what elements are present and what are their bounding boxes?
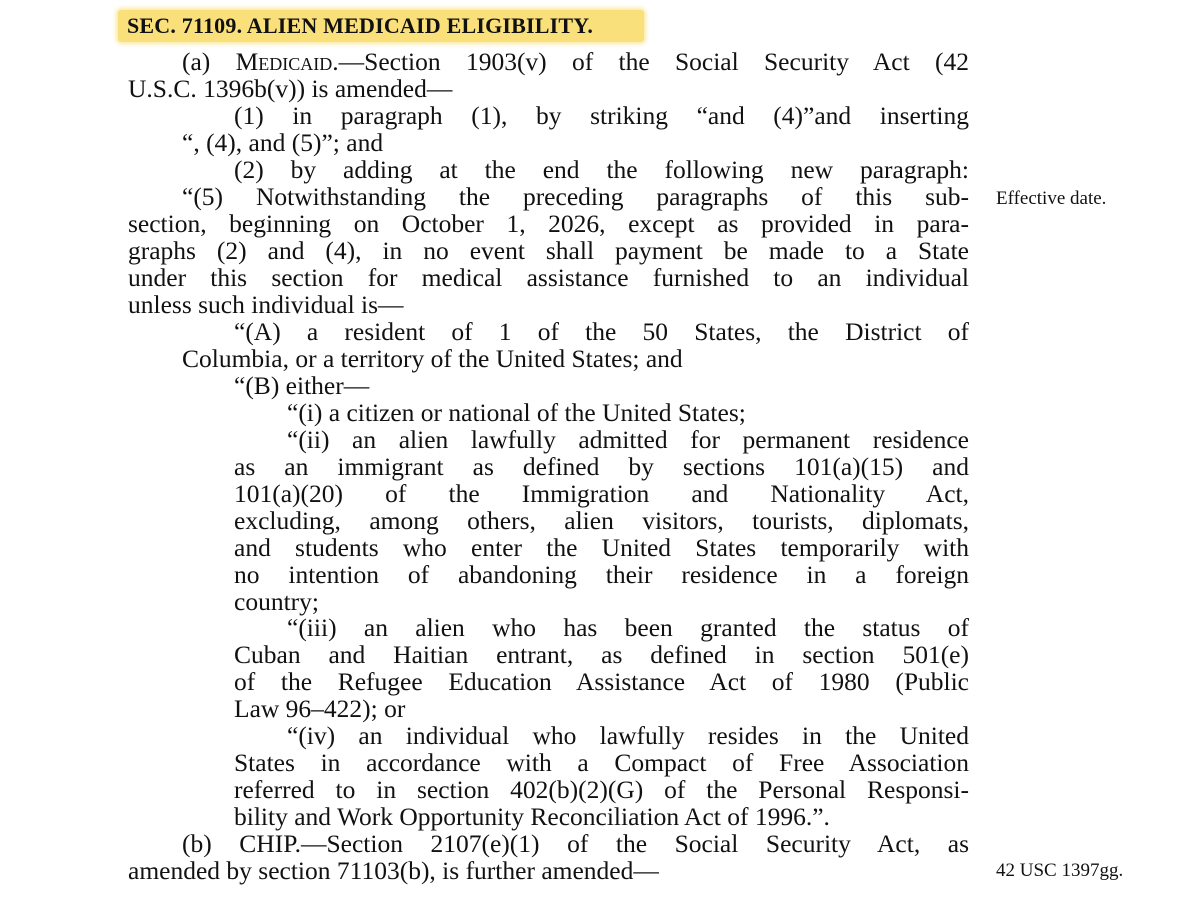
clause-ii-line-6: no intention of abandoning their residence in a foreign — [234, 560, 969, 589]
paragraph-2-line-1: (2) by adding at the end the following new paragraph: — [234, 155, 969, 184]
clause-iii-line-2: Cuban and Haitian entrant, as defined in section 501(e) — [234, 640, 969, 669]
subsection-b-text: .—Section 2107(e)(1) of the Social Security Act, as — [294, 829, 969, 858]
subsection-b-line-2: amended by section 71103(b), is further amended— — [128, 856, 659, 885]
clause-ii-line-3: 101(a)(20) of the Immigration and Nationality Act, — [234, 479, 969, 508]
clause-iii-line-4: Law 96–422); or — [234, 694, 406, 723]
margin-note-usc-citation: 42 USC 1397gg. — [996, 860, 1124, 881]
margin-note-effective-date: Effective date. — [996, 188, 1107, 209]
clause-iv-line-4: bility and Work Opportunity Reconciliation Act of 1996.”. — [234, 802, 830, 831]
section-heading-highlight — [118, 10, 644, 42]
clause-iv-line-1: “(iv) an individual who lawfully resides in the United — [287, 721, 969, 750]
clause-ii-line-7: country; — [234, 587, 319, 616]
clause-i-line-1: “(i) a citizen or national of the United States; — [287, 398, 746, 427]
clause-ii-line-2: as an immigrant as defined by sections 101(a)(15) and — [234, 452, 969, 481]
subsection-b-line-1 — [182, 830, 969, 857]
section-heading: SEC. 71109. ALIEN MEDICAID ELIGIBILITY. — [127, 13, 594, 38]
subparagraph-a-line-1: “(A) a resident of 1 of the 50 States, the District of — [234, 317, 969, 346]
clause-iv-line-2: States in accordance with a Compact of Free Association — [234, 748, 969, 777]
paragraph-1-line-2: “, (4), and (5)”; and — [182, 128, 384, 157]
subsection-a-label: (a) — [182, 47, 236, 76]
subsection-a-line-1 — [182, 48, 969, 75]
subparagraph-b-line-1: “(B) either— — [234, 371, 370, 400]
subsection-a-line-2: U.S.C. 1396b(v)) is amended— — [128, 74, 453, 103]
subsection-b-heading: CHIP — [239, 829, 295, 858]
subsection-a-text: .—Section 1903(v) of the Social Security Act (42 — [332, 47, 969, 76]
clause-iii-line-1: “(iii) an alien who has been granted the status of — [287, 613, 969, 642]
clause-iv-line-3: referred to in section 402(b)(2)(G) of the Personal Responsi- — [234, 775, 969, 804]
clause-ii-line-4: excluding, among others, alien visitors, tourists, diplomats, — [234, 506, 969, 535]
paragraph-5-line-5: unless such individual is— — [128, 290, 404, 319]
clause-ii-line-1: “(ii) an alien lawfully admitted for permanent residence — [287, 425, 969, 454]
clause-iii-line-3: of the Refugee Education Assistance Act of 1980 (Public — [234, 667, 969, 696]
subsection-a-heading: Medicaid — [235, 47, 333, 76]
paragraph-5-line-1: “(5) Notwithstanding the preceding paragraphs of this sub- — [182, 182, 969, 211]
paragraph-5-line-3: graphs (2) and (4), in no event shall payment be made to a State — [128, 236, 969, 265]
paragraph-5-line-4: under this section for medical assistance furnished to an individual — [128, 263, 969, 292]
clause-ii-line-5: and students who enter the United States temporarily with — [234, 533, 969, 562]
subparagraph-a-line-2: Columbia, or a territory of the United States; and — [182, 344, 683, 373]
paragraph-1-line-1: (1) in paragraph (1), by striking “and (4)”and inserting — [234, 101, 969, 130]
subsection-b-label: (b) — [182, 829, 240, 858]
paragraph-5-line-2: section, beginning on October 1, 2026, except as provided in para- — [128, 209, 969, 238]
